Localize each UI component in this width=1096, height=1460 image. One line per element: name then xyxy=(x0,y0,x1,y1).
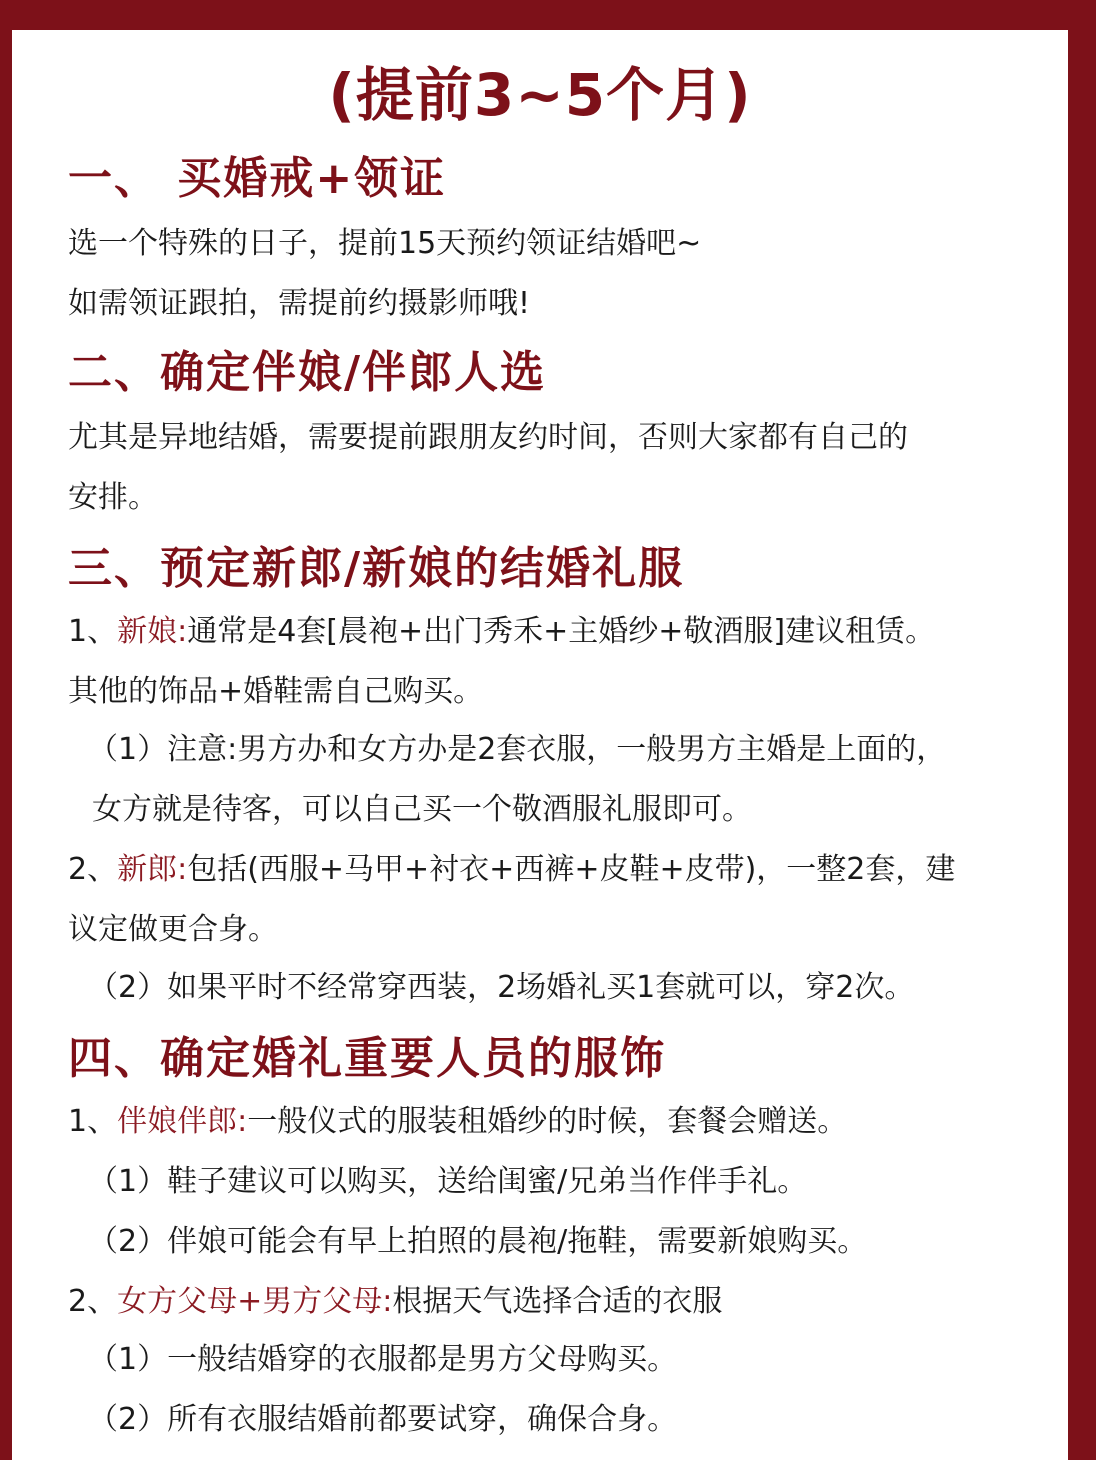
section-1-text-1: 选一个特殊的日子，提前15天预约领证结婚吧~ xyxy=(68,226,702,261)
item-number: 2、 xyxy=(68,852,118,887)
item-label-bride: 新娘: xyxy=(117,614,188,649)
section-3-note-1b: 女方就是待客，可以自己买一个敬酒服礼服即可。 xyxy=(92,792,752,827)
section-4-note-4: （2）所有衣服结婚前都要试穿，确保合身。 xyxy=(88,1402,678,1437)
item-text: 一般仪式的服装租婚纱的时候，套餐会赠送。 xyxy=(247,1104,848,1139)
item-text: 通常是4套[晨袍+出门秀禾+主婚纱+敬酒服]建议租赁。 xyxy=(187,614,936,649)
section-1-text-2: 如需领证跟拍，需提前约摄影师哦! xyxy=(68,286,531,321)
section-3-item-1 xyxy=(68,606,935,650)
item-label-bridesmaids: 伴娘伴郎: xyxy=(117,1104,248,1139)
section-4-note-1: （1）鞋子建议可以购买，送给闺蜜/兄弟当作伴手礼。 xyxy=(88,1164,808,1199)
page-title: (提前3~5个月) xyxy=(328,61,752,129)
item-number: 1、 xyxy=(68,614,118,649)
item-number: 2、 xyxy=(68,1284,118,1319)
item-text: 包括(西服+马甲+衬衣+西裤+皮鞋+皮带)，一整2套，建 xyxy=(187,852,956,887)
section-2-heading: 二、确定伴娘/伴郎人选 xyxy=(68,347,547,398)
section-1-heading: 一、 买婚戒+领证 xyxy=(68,153,447,204)
item-number: 1、 xyxy=(68,1104,118,1139)
item-text: 根据天气选择合适的衣服 xyxy=(392,1284,723,1319)
section-3-item-2-cont: 议定做更合身。 xyxy=(68,912,278,947)
section-4-note-3: （1）一般结婚穿的衣服都是男方父母购买。 xyxy=(88,1342,678,1377)
section-4-item-2 xyxy=(68,1276,722,1320)
content-card xyxy=(12,30,1068,1460)
section-4-heading: 四、确定婚礼重要人员的服饰 xyxy=(68,1033,666,1084)
section-3-heading: 三、预定新郎/新娘的结婚礼服 xyxy=(68,543,685,594)
section-4-item-1 xyxy=(68,1096,847,1140)
section-3-note-1a: （1）注意:男方办和女方办是2套衣服，一般男方主婚是上面的， xyxy=(88,732,947,767)
section-4-note-2: （2）伴娘可能会有早上拍照的晨袍/拖鞋，需要新娘购买。 xyxy=(88,1224,868,1259)
item-label-parents: 女方父母+男方父母: xyxy=(117,1284,393,1319)
item-label-groom: 新郎: xyxy=(117,852,188,887)
section-2-text-1: 尤其是异地结婚，需要提前跟朋友约时间，否则大家都有自己的 xyxy=(68,420,908,455)
section-3-note-2: （2）如果平时不经常穿西装，2场婚礼买1套就可以，穿2次。 xyxy=(88,970,915,1005)
section-2-text-2: 安排。 xyxy=(68,480,158,515)
section-3-item-2 xyxy=(68,844,955,888)
section-3-item-1-cont: 其他的饰品+婚鞋需自己购买。 xyxy=(68,674,484,709)
